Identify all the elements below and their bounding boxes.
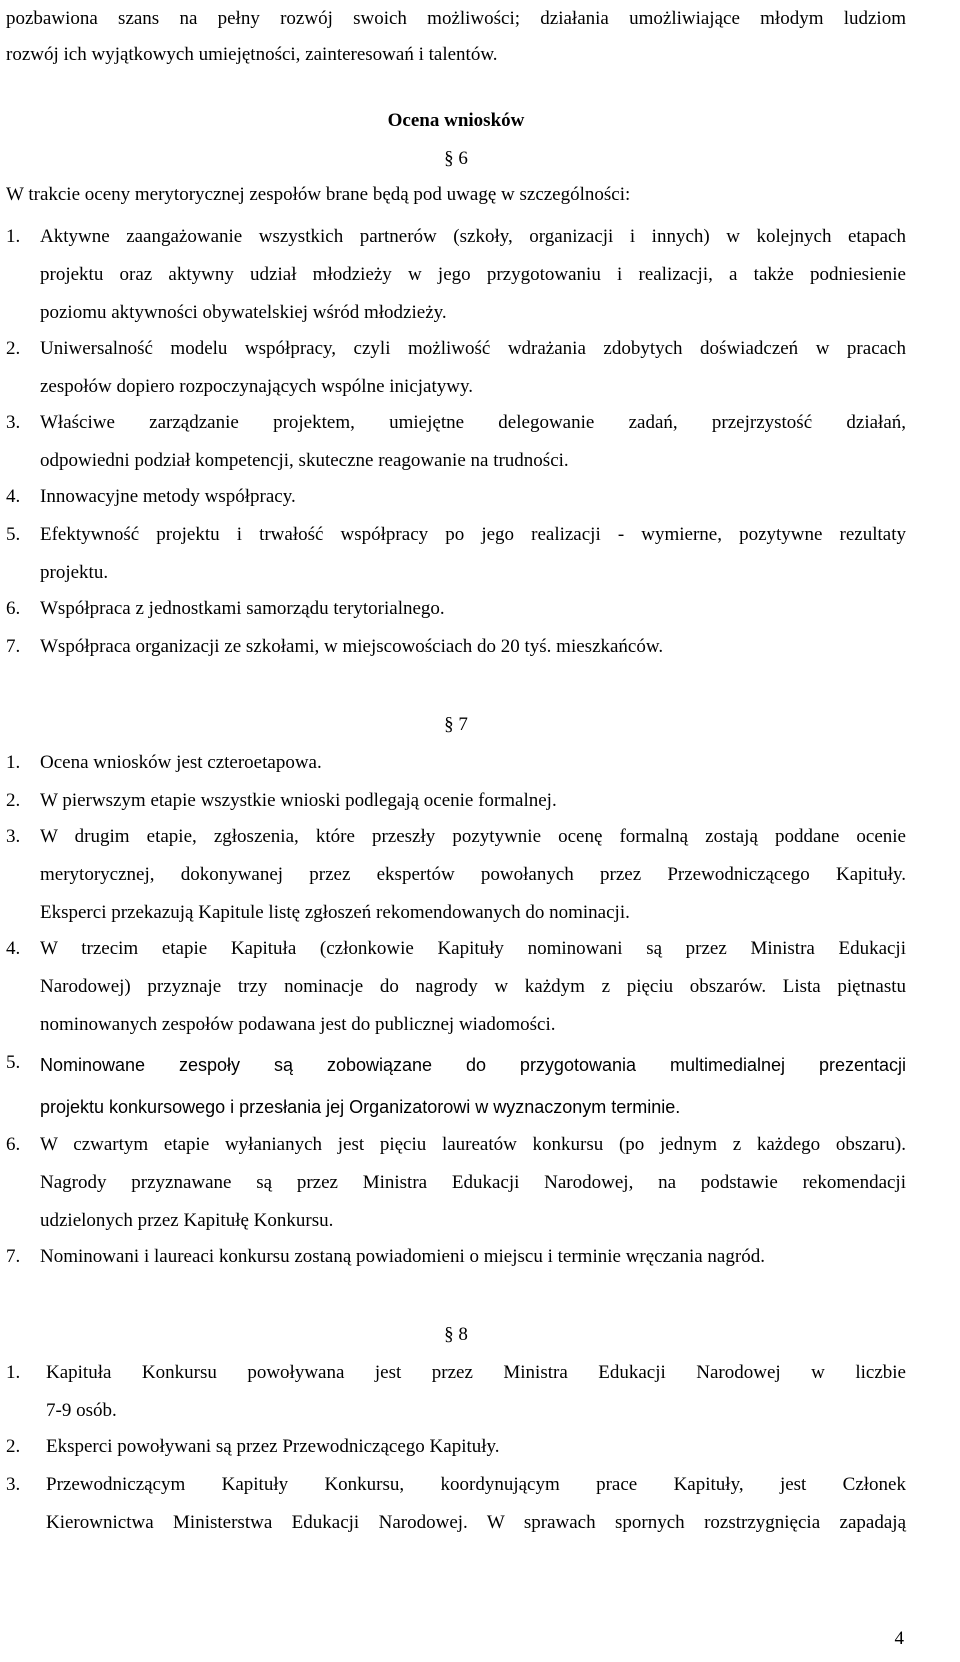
item-line: udzielonych przez Kapitułę Konkursu. [40, 1210, 334, 1231]
sec6-item-1 [6, 218, 906, 332]
item-line: Efektywność projektu i trwałość współpracy po jego realizacji - wymierne, pozytywne rezultaty [40, 524, 906, 545]
item-line: Przewodniczącym Kapituły Konkursu, koordynującym prace Kapituły, jest Członek [46, 1474, 906, 1495]
sec6-item-3 [6, 404, 906, 480]
item-number: 3. [6, 1474, 21, 1495]
sec6-item-6 [6, 590, 906, 628]
item-number: 3. [6, 412, 21, 433]
item-number: 4. [6, 938, 21, 959]
item-line: Współpraca z jednostkami samorządu terytorialnego. [40, 598, 445, 619]
item-number: 6. [6, 598, 21, 619]
sec7-item-6 [6, 1126, 906, 1240]
sec7-item-3 [6, 818, 906, 932]
paragraph-sign-7: § 7 [444, 714, 468, 735]
item-line: Eksperci powoływani są przez Przewodniczącego Kapituły. [46, 1436, 500, 1457]
paragraph-sign-8: § 8 [444, 1324, 468, 1345]
item-number: 2. [6, 338, 21, 359]
page-number: 4 [894, 1628, 904, 1649]
item-number: 3. [6, 826, 21, 847]
sec6-item-4 [6, 478, 906, 516]
item-line: 7-9 osób. [46, 1400, 117, 1421]
item-line: Właściwe zarządzanie projektem, umiejętne delegowanie zadań, przejrzystość działań, [40, 412, 906, 433]
item-line: W trzecim etapie Kapituła (członkowie Kapituły nominowani są przez Ministra Edukacji [40, 938, 906, 959]
item-line: Uniwersalność modelu współpracy, czyli możliwość wdrażania zdobytych doświadczeń w pracach [40, 338, 906, 359]
item-line: Nominowane zespoły są zobowiązane do przygotowania multimedialnej prezentacji [40, 1055, 906, 1075]
sec7-item-7 [6, 1238, 906, 1276]
item-line: W pierwszym etapie wszystkie wnioski podlegają ocenie formalnej. [40, 790, 557, 811]
sec8-item-3 [6, 1466, 906, 1542]
item-line: Eksperci przekazują Kapitule listę zgłoszeń rekomendowanych do nominacji. [40, 902, 630, 923]
sec7-item-2 [6, 782, 906, 820]
item-number: 1. [6, 226, 21, 247]
item-line: projektu. [40, 562, 109, 583]
item-number: 7. [6, 636, 21, 657]
item-number: 1. [6, 1362, 21, 1383]
item-number: 6. [6, 1134, 21, 1155]
item-line: Współpraca organizacji ze szkołami, w miejscowościach do 20 tyś. mieszkańców. [40, 636, 664, 657]
item-number: 7. [6, 1246, 21, 1267]
sec8-item-1 [6, 1354, 906, 1430]
item-line: Kapituła Konkursu powoływana jest przez Ministra Edukacji Narodowej w liczbie [46, 1362, 906, 1383]
sec7-item-1 [6, 744, 906, 782]
intro-line-2: rozwój ich wyjątkowych umiejętności, zainteresowań i talentów. [6, 44, 498, 65]
sec6-lead: W trakcie oceny merytorycznej zespołów brane będą pod uwagę w szczególności: [6, 184, 631, 205]
item-line: Aktywne zaangażowanie wszystkich partnerów (szkoły, organizacji i innych) w kolejnych etapach [40, 226, 906, 247]
item-line: zespołów dopiero rozpoczynających wspólne inicjatywy. [40, 376, 473, 397]
item-line: Narodowej) przyznaje trzy nominacje do nagrody w każdym z pięciu obszarów. Lista piętnastu [40, 976, 906, 997]
item-line: projektu oraz aktywny udział młodzieży w jego przygotowaniu i realizacji, a także podniesienie [40, 264, 906, 285]
item-line: W drugim etapie, zgłoszenia, które przeszły pozytywnie ocenę formalną zostają poddane ocenie [40, 826, 906, 847]
item-line: odpowiedni podział kompetencji, skuteczne reagowanie na trudności. [40, 450, 569, 471]
sec8-item-2 [6, 1428, 906, 1466]
item-line: nominowanych zespołów podawana jest do publicznej wiadomości. [40, 1014, 556, 1035]
item-line: W czwartym etapie wyłanianych jest pięciu laureatów konkursu (po jednym z każdego obszaru). [40, 1134, 906, 1155]
item-number: 1. [6, 752, 21, 773]
item-line: Innowacyjne metody współpracy. [40, 486, 296, 507]
item-line: Nominowani i laureaci konkursu zostaną powiadomieni o miejscu i terminie wręczania nagród. [40, 1246, 765, 1267]
item-number: 2. [6, 1436, 21, 1457]
item-number: 5. [6, 524, 21, 545]
paragraph-sign-6: § 6 [444, 148, 468, 169]
item-line: Ocena wniosków jest czteroetapowa. [40, 752, 322, 773]
sec7-item-5 [6, 1044, 906, 1128]
section-heading: Ocena wniosków [387, 110, 525, 131]
sec6-item-7 [6, 628, 906, 666]
item-line: projektu konkursowego i przesłania jej Organizatorowi w wyznaczonym terminie. [40, 1097, 681, 1117]
item-line: merytorycznej, dokonywanej przez ekspertów powołanych przez Przewodniczącego Kapituły. [40, 864, 906, 885]
sec6-item-2 [6, 330, 906, 406]
item-number: 2. [6, 790, 21, 811]
sec6-item-5 [6, 516, 906, 592]
item-line: Kierownictwa Ministerstwa Edukacji Narodowej. W sprawach spornych rozstrzygnięcia zapadają [46, 1512, 906, 1533]
sec7-item-4 [6, 930, 906, 1044]
item-number: 4. [6, 486, 21, 507]
item-number: 5. [6, 1052, 21, 1073]
intro-line-1: pozbawiona szans na pełny rozwój swoich możliwości; działania umożliwiające młodym ludziom [6, 8, 906, 29]
item-line: poziomu aktywności obywatelskiej wśród młodzieży. [40, 302, 447, 323]
item-line: Nagrody przyznawane są przez Ministra Edukacji Narodowej, na podstawie rekomendacji [40, 1172, 906, 1193]
